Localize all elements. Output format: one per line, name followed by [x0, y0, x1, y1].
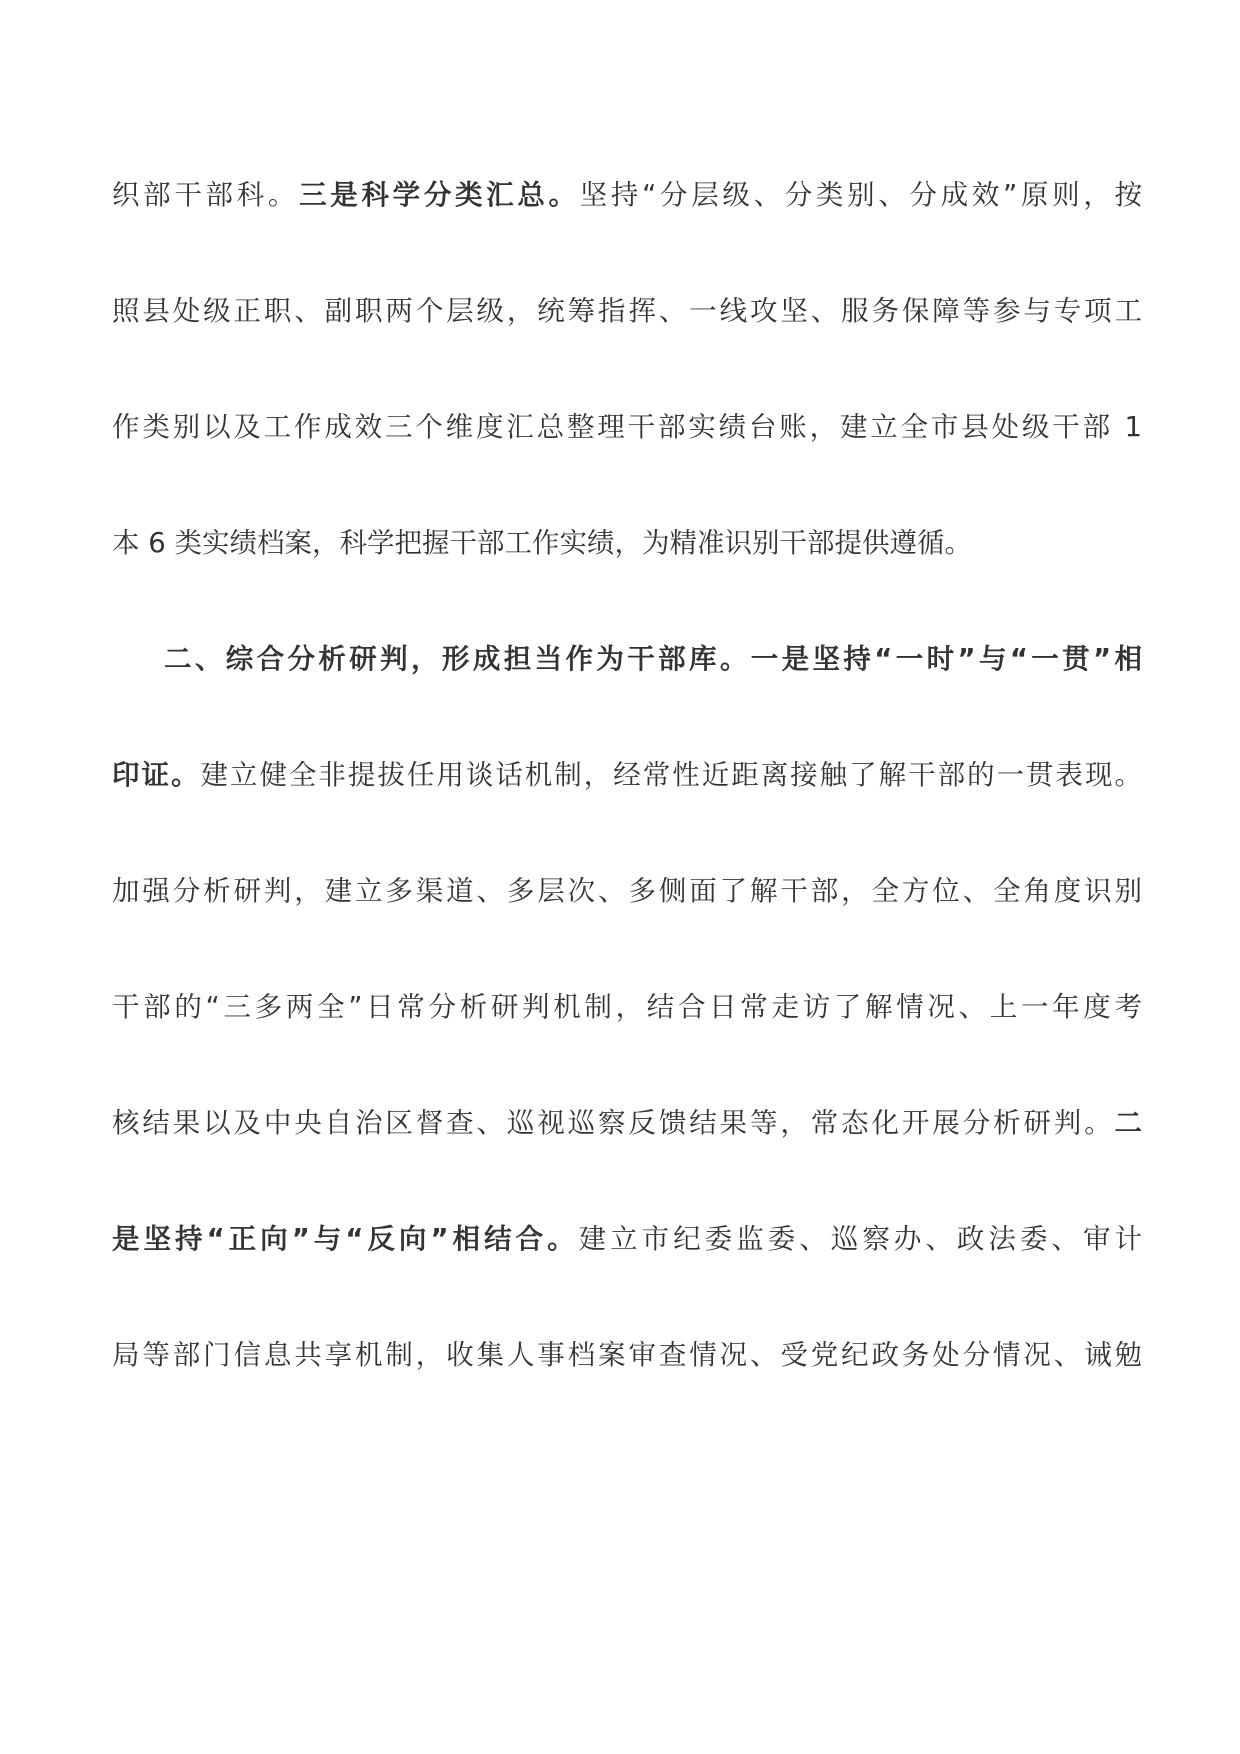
- text-line-5: [164, 634, 1142, 684]
- bold-heading-run: 二、综合分析研判，形成担当作为干部库。一是坚持“一时”与“一贯”相: [164, 643, 1142, 675]
- bold-heading-run: 是坚持“正向”与“反向”相结合。: [112, 1223, 579, 1255]
- text-line-10: [112, 1214, 1142, 1264]
- text-run: 作类别以及工作成效三个维度汇总整理干部实绩台账，建立全市县处级干部 1: [112, 411, 1142, 443]
- text-run: 坚持“分层级、分类别、分成效”原则，按: [579, 179, 1142, 211]
- bold-heading-run: 二: [1114, 1107, 1142, 1139]
- text-run: 织部干部科。: [112, 179, 300, 211]
- text-line-4: [112, 518, 1142, 568]
- text-line-3: [112, 402, 1142, 452]
- bold-heading-run: 三是科学分类汇总。: [299, 179, 580, 211]
- text-run: 本 6 类实绩档案，科学把握干部工作实绩，为精准识别干部提供遵循。: [112, 527, 972, 559]
- text-line-8: [112, 982, 1142, 1032]
- text-run: 照县处级正职、副职两个层级，统筹指挥、一线攻坚、服务保障等参与专项工: [112, 295, 1142, 327]
- text-run: 建立健全非提拔任用谈话机制，经常性近距离接触了解干部的一贯表现。: [200, 759, 1143, 791]
- text-line-9: [112, 1098, 1142, 1148]
- text-line-11: [112, 1330, 1142, 1380]
- text-line-6: [112, 750, 1142, 800]
- text-line-2: [112, 286, 1142, 336]
- text-run: 局等部门信息共享机制，收集人事档案审查情况、受党纪政务处分情况、诫勉: [112, 1339, 1142, 1371]
- text-line-1: [112, 170, 1142, 220]
- text-run: 建立市纪委监委、巡察办、政法委、审计: [578, 1223, 1143, 1255]
- text-run: 干部的“三多两全”日常分析研判机制，结合日常走访了解情况、上一年度考: [112, 991, 1142, 1023]
- text-run: 核结果以及中央自治区督查、巡视巡察反馈结果等，常态化开展分析研判。: [112, 1107, 1115, 1139]
- text-line-7: [112, 866, 1142, 916]
- text-run: 加强分析研判，建立多渠道、多层次、多侧面了解干部，全方位、全角度识别: [112, 875, 1142, 907]
- bold-heading-run: 印证。: [112, 759, 201, 791]
